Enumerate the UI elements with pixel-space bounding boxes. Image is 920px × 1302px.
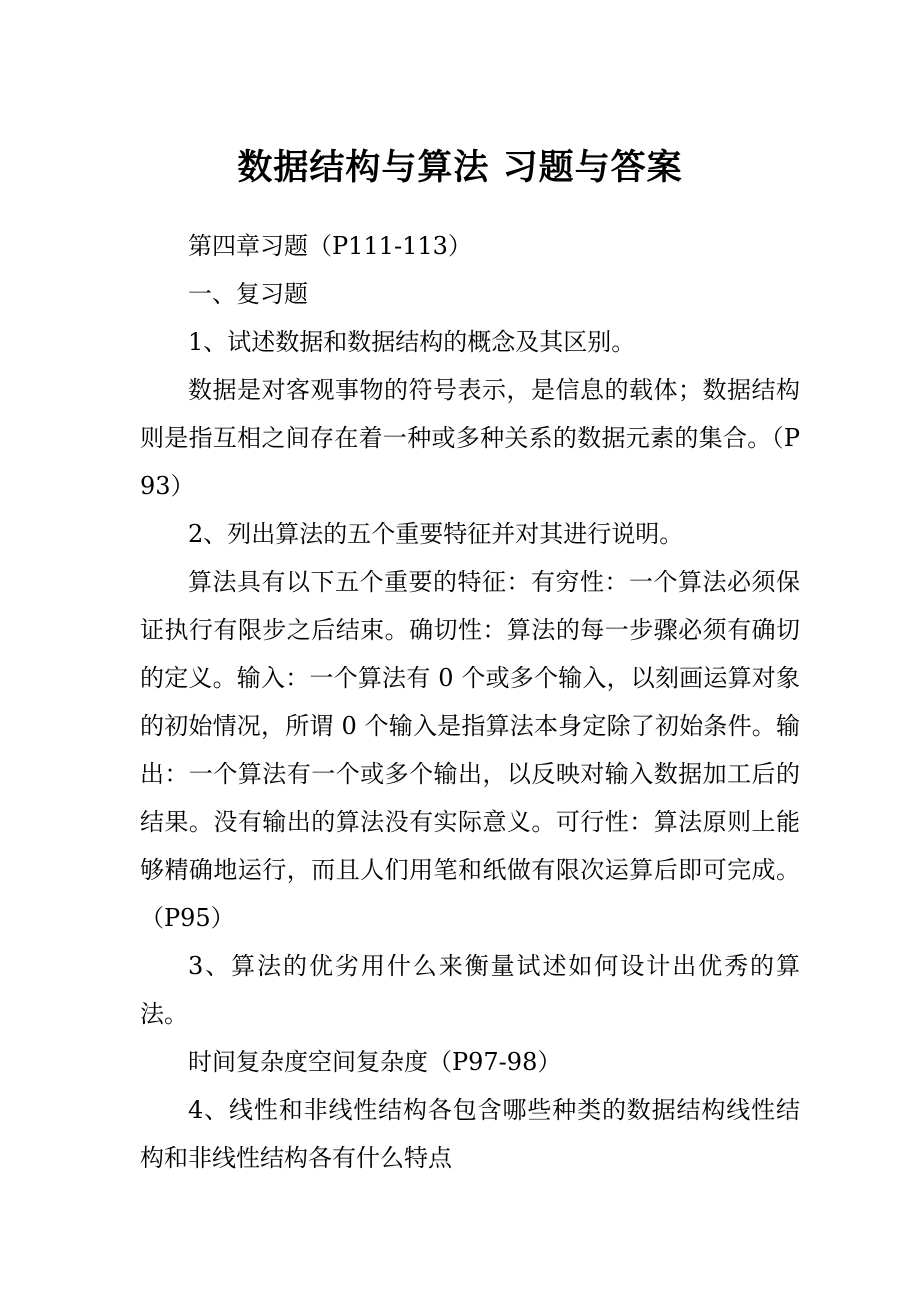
answer-1: 数据是对客观事物的符号表示，是信息的载体；数据结构则是指互相之间存在着一种或多种关系的数据元素的集合。（P93） <box>140 376 800 500</box>
document-title: 数据结构与算法 习题与答案 <box>237 147 683 188</box>
answer-3: 时间复杂度空间复杂度（P97-98） <box>188 1048 562 1076</box>
section-heading: 一、复习题 <box>188 280 308 308</box>
question-3: 3、算法的优劣用什么来衡量试述如何设计出优秀的算法。 <box>140 952 800 1028</box>
question-4: 4、线性和非线性结构各包含哪些种类的数据结构线性结构和非线性结构各有什么特点 <box>140 1096 800 1172</box>
question-1: 1、试述数据和数据结构的概念及其区别。 <box>188 328 636 356</box>
question-2: 2、列出算法的五个重要特征并对其进行说明。 <box>188 520 684 548</box>
answer-2: 算法具有以下五个重要的特征：有穷性：一个算法必须保证执行有限步之后结束。确切性：算法的每一步骤必须有确切的定义。输入：一个算法有 0 个或多个输入，以刻画运算对象的初始情况，所谓 0 个输入是指算法本身定除了初始条件。输出：一个算法有一个或多个输出，以反映对输入数据加工后的结果。没有输出的算法没有实际意义。可行性：算法原则上能够精确地运行，而且人们用笔和纸做有限次运算后即可完成。（P95） <box>140 568 800 932</box>
chapter-heading: 第四章习题（P111-113） <box>188 232 472 260</box>
document-body <box>140 222 800 1182</box>
